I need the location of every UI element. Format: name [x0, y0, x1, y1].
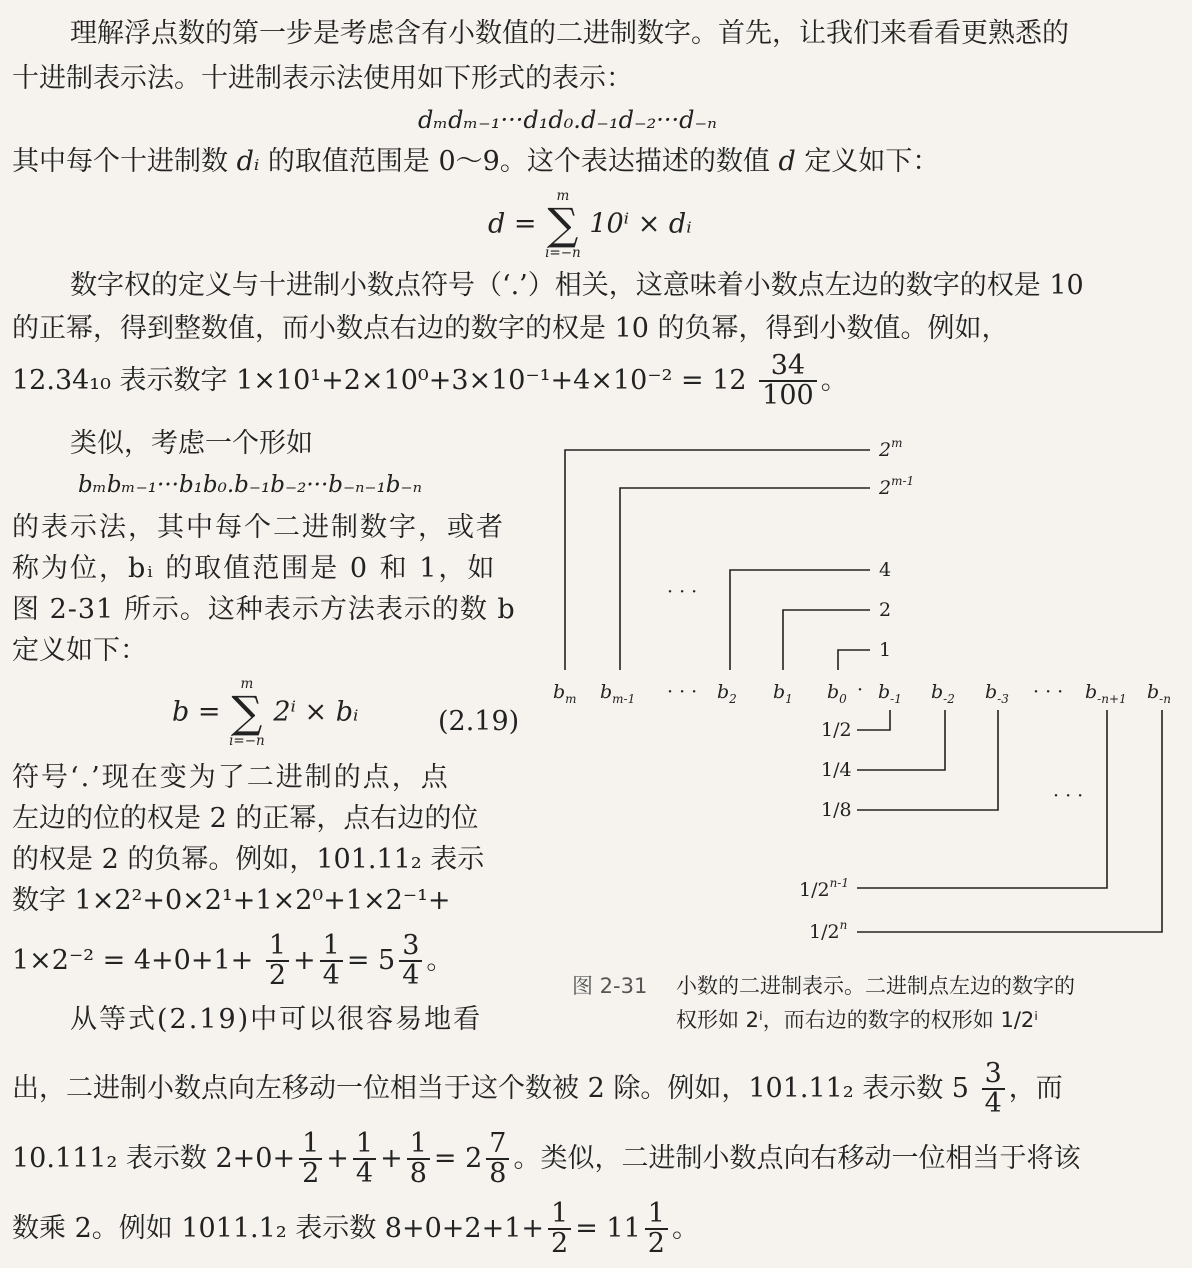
line-weight-4 [730, 570, 870, 670]
num: 1 [268, 930, 287, 961]
den: 2 [645, 1228, 668, 1258]
fraction [645, 1200, 668, 1259]
sum-symbol [229, 678, 265, 748]
line-weight-half [857, 710, 890, 730]
text: 其中每个十进制数 [12, 146, 228, 177]
var-di: dᵢ [236, 146, 260, 177]
text: = 5 [346, 944, 396, 976]
text: + [293, 944, 316, 976]
line-weight-1-2n [857, 710, 1162, 932]
den: 8 [407, 1158, 430, 1188]
weight-label: 1/8 [821, 799, 852, 821]
weight-label: 1/2 [821, 719, 852, 741]
text: 10.111₂ 表示数 2+0+ [12, 1142, 296, 1174]
fraction [548, 1200, 571, 1259]
line-weight-quarter [857, 710, 945, 770]
den: 4 [353, 1158, 376, 1188]
lhs: b = [172, 696, 221, 728]
ellipsis: · · · [1033, 681, 1064, 703]
binary-fraction-diagram [545, 430, 1175, 955]
sum-equation-d [488, 190, 692, 260]
den: 8 [486, 1158, 509, 1188]
bit-label: $b_{-3}$ [985, 681, 1009, 706]
fraction [353, 1130, 376, 1189]
para-3-line-2: 的正幂，得到整数值，而小数点右边的数字的权是 10 的负幂，得到小数值。例如， [12, 313, 1009, 344]
bit-label: $b_2$ [717, 681, 737, 706]
para-7-line-1 [12, 1060, 1063, 1119]
bit-label: $b_{-n+1}$ [1085, 681, 1127, 706]
fraction [266, 932, 289, 991]
para-1-line-2: 十进制表示法。十进制表示法使用如下形式的表示： [12, 63, 633, 94]
weight-label: 1/4 [821, 759, 852, 781]
num: 1 [551, 1198, 569, 1229]
text: = 11 [575, 1212, 641, 1244]
fraction [982, 1060, 1005, 1119]
sum-top: m [556, 188, 570, 204]
fraction [399, 932, 422, 991]
weight-label: 1 [879, 639, 892, 661]
weight-label: 1/2$^{n-1}$ [799, 876, 849, 901]
bit-label: $b_m$ [553, 681, 577, 706]
num: 7 [489, 1128, 507, 1159]
sigma: ∑ [547, 199, 579, 250]
sum-symbol [545, 190, 581, 260]
weight-label: 2$^m$ [879, 436, 903, 461]
num: 1 [409, 1128, 427, 1159]
num: 3 [984, 1058, 1002, 1089]
text: ，而 [1008, 1072, 1063, 1104]
text: = 2 [433, 1142, 483, 1174]
num: 3 [402, 930, 420, 961]
den: 2 [299, 1158, 322, 1188]
var-d: d [778, 146, 796, 177]
num: 1 [647, 1198, 665, 1229]
bit-label: $b_{-1}$ [878, 681, 902, 706]
para-5-line-2: 左边的位的权是 2 的正幂，点右边的位 [12, 803, 479, 834]
caption-line-1: 小数的二进制表示。二进制点左边的数字的 [676, 974, 1075, 998]
caption-line-2: 权形如 2ⁱ，而右边的数字的权形如 1/2ⁱ [676, 1008, 1039, 1032]
num: 1 [322, 930, 340, 961]
den: 2 [266, 960, 289, 990]
para-5-line-1: 符号‘.’现在变为了二进制的点，点 [12, 762, 450, 793]
weight-label: 2 [879, 599, 892, 621]
para-7-line-2: 10.111₂ 表示数 2+0+ $\frac{1}{2}$ + $\frac{1}{4}$ + $\frac{1}{8}$ = 2 $\frac{7}{8}$ 。类似，二进制小数点向右移动一位相当于将该 [12, 1128, 1081, 1190]
binary-form-equation: bₘbₘ₋₁···b₁b₀.b₋₁b₋₂···b₋ₙ₋₁b₋ₙ [78, 472, 422, 498]
sum-top: m [240, 676, 254, 692]
para-5-line-4: 数字 1×2²+0×2¹+1×2⁰+1×2⁻¹+ [12, 885, 451, 916]
weight-label: 1/2$^n$ [809, 918, 848, 943]
text: 。 [820, 364, 848, 396]
text: 。 [426, 944, 454, 976]
line-weight-eighth [857, 710, 998, 810]
para-7-line-3 [12, 1200, 699, 1259]
ellipsis: · · · [667, 581, 698, 603]
sum-body: 10ⁱ × dᵢ [589, 208, 692, 240]
fraction-34-100 [759, 352, 817, 411]
text: 的取值范围是 0～9。这个表达描述的数值 [267, 146, 770, 177]
fraction [407, 1130, 430, 1189]
num: 34 [770, 350, 806, 381]
sigma: ∑ [231, 687, 263, 738]
weight-label: 4 [879, 559, 892, 581]
text: 。 [671, 1212, 699, 1244]
den: 100 [759, 380, 817, 410]
line-weight-2m [565, 450, 870, 670]
decimal-form-equation: dₘdₘ₋₁···d₁d₀.d₋₁d₋₂···d₋ₙ [418, 106, 717, 134]
weight-label: 2$^{m-1}$ [879, 474, 915, 499]
bit-label: $b_0$ [827, 681, 847, 706]
para-3-line-3 [12, 352, 848, 411]
text: 。类似，二进制小数点向右移动一位相当于将该 [513, 1142, 1081, 1174]
binary-point: · [857, 679, 864, 701]
figure-label: 图 2-31 [572, 974, 648, 998]
text: 定义如下： [804, 146, 940, 177]
den: 2 [548, 1228, 571, 1258]
text: 出，二进制小数点向左移动一位相当于这个数被 2 除。例如，101.11₂ 表示数 5 [12, 1072, 969, 1104]
sum-body: 2ⁱ × bᵢ [273, 696, 359, 728]
equation-number: (2.19) [438, 706, 520, 737]
text: 数乘 2。例如 1011.1₂ 表示数 8+0+2+1+ [12, 1212, 545, 1244]
ellipsis: · · · [667, 681, 698, 703]
den: 4 [320, 960, 343, 990]
bit-label: $b_1$ [773, 681, 793, 706]
line-weight-1 [838, 650, 870, 670]
den: 4 [399, 960, 422, 990]
para-4-line-2: 的表示法，其中每个二进制数字，或者 [12, 512, 505, 543]
para-6-line-1: 从等式(2.19)中可以很容易地看 [70, 1004, 483, 1035]
text: 12.34₁₀ 表示数字 1×10¹+2×10⁰+3×10⁻¹+4×10⁻² = 12 [12, 364, 747, 396]
fraction [486, 1130, 509, 1189]
bit-label: $b_{-n}$ [1147, 681, 1171, 706]
para-5-line-3: 的权是 2 的负幂。例如，101.11₂ 表示 [12, 844, 485, 875]
line-weight-2m-1 [620, 488, 870, 670]
para-3-line-1: 数字权的定义与十进制小数点符号（‘.’）相关，这意味着小数点左边的数字的权是 10 [70, 270, 1084, 301]
sum-bottom: i=−n [229, 732, 265, 749]
lhs: d = [488, 208, 537, 240]
sum-bottom: i=−n [545, 244, 581, 261]
line-weight-2 [783, 610, 870, 670]
fraction [299, 1130, 322, 1189]
num: 1 [355, 1128, 374, 1159]
para-4-line-4: 图 2-31 所示。这种表示方法表示的数 b [12, 594, 516, 625]
fraction [320, 932, 343, 991]
num: 1 [302, 1128, 320, 1159]
para-4-line-1: 类似，考虑一个形如 [70, 428, 313, 459]
para-5-line-5 [12, 932, 453, 991]
den: 4 [982, 1088, 1005, 1118]
bit-label: $b_{-2}$ [931, 681, 955, 706]
sum-equation-b [172, 678, 358, 748]
text: 1×2⁻² = 4+0+1+ [12, 944, 254, 976]
ellipsis: · · · [1053, 785, 1084, 807]
para-4-line-5: 定义如下： [12, 635, 147, 666]
para-4-line-3: 称为位，bᵢ 的取值范围是 0 和 1，如 [12, 553, 497, 584]
para-1-line-1: 理解浮点数的第一步是考虑含有小数值的二进制数字。首先，让我们来看看更熟悉的 [70, 18, 1069, 49]
bit-label: $b_{m-1}$ [600, 681, 636, 706]
para-2-line-1 [12, 146, 939, 178]
